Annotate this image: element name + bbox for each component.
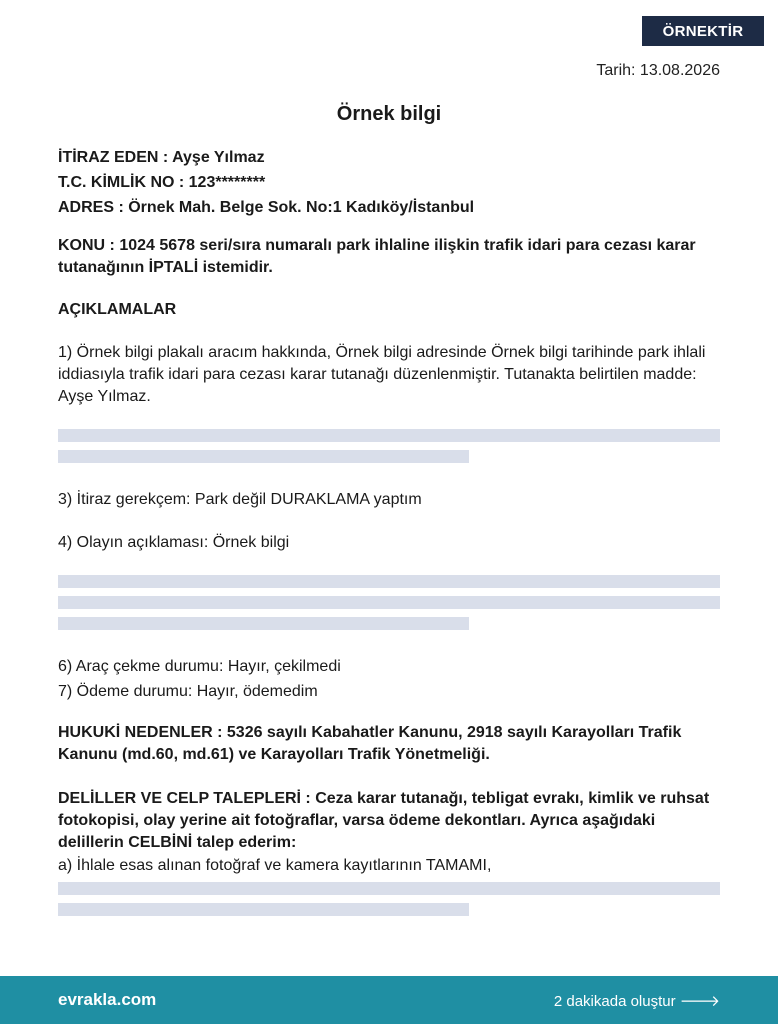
redacted-line [58, 596, 720, 609]
subject: KONU : 1024 5678 seri/sıra numaralı park ihlaline ilişkin trafik idari para cezası karar tutanağının İPTALİ istemidir. [58, 237, 696, 276]
evidence-item-a: a) İhlale esas alınan fotoğraf ve kamera kayıtlarının TAMAMI, [58, 857, 492, 874]
explanation-item-1: 1) Örnek bilgi plakalı aracım hakkında, Örnek bilgi adresinde Örnek bilgi tarihinde park ihlali iddiasıyla trafik idari para cezası karar tutanağı düzenlenmiştir. Tutanakta belirtilen madde: Ayşe Yılmaz. [58, 344, 706, 405]
tc-number: T.C. KİMLİK NO : 123******** [58, 174, 266, 191]
objector-name: İTİRAZ EDEN : Ayşe Yılmaz [58, 149, 265, 166]
document-date: Tarih: 13.08.2026 [596, 62, 720, 79]
explanation-item-4: 4) Olayın açıklaması: Örnek bilgi [58, 534, 290, 551]
footer-banner [0, 976, 778, 1024]
redacted-line [58, 575, 720, 588]
redacted-line [58, 617, 469, 630]
explanation-item-6: 6) Araç çekme durumu: Hayır, çekilmedi [58, 658, 341, 675]
legal-grounds: HUKUKİ NEDENLER : 5326 sayılı Kabahatler Kanunu, 2918 sayılı Karayolları Trafik Kanunu (md.60, md.61) ve Karayolları Trafik Yönetmeliği. [58, 724, 682, 763]
objector-info [58, 145, 722, 220]
brand-link[interactable]: evrakla.com [58, 990, 157, 1009]
explanation-item-7: 7) Ödeme durumu: Hayır, ödemedim [58, 683, 318, 700]
evidence-requests: DELİLLER VE CELP TALEPLERİ : Ceza karar tutanağı, tebligat evrakı, kimlik ve ruhsat fotokopisi, olay yerine ait fotoğraflar, varsa ödeme dekontları. Ayrıca aşağıdaki delillerin CELBİNİ talep ederim: [58, 790, 710, 851]
redacted-line [58, 429, 720, 442]
create-document-link[interactable]: 2 dakikada oluştur 🡒 [553, 992, 720, 1010]
redacted-line [58, 882, 720, 895]
explanation-item-3: 3) İtiraz gerekçem: Park değil DURAKLAMA yaptım [58, 491, 422, 508]
redacted-line [58, 903, 469, 916]
address: ADRES : Örnek Mah. Belge Sok. No:1 Kadıköy/İstanbul [58, 199, 475, 216]
document-title: Örnek bilgi [336, 103, 442, 125]
explanations-heading: AÇIKLAMALAR [58, 301, 177, 318]
redacted-line [58, 450, 469, 463]
sample-badge: ÖRNEKTİR [642, 16, 764, 46]
